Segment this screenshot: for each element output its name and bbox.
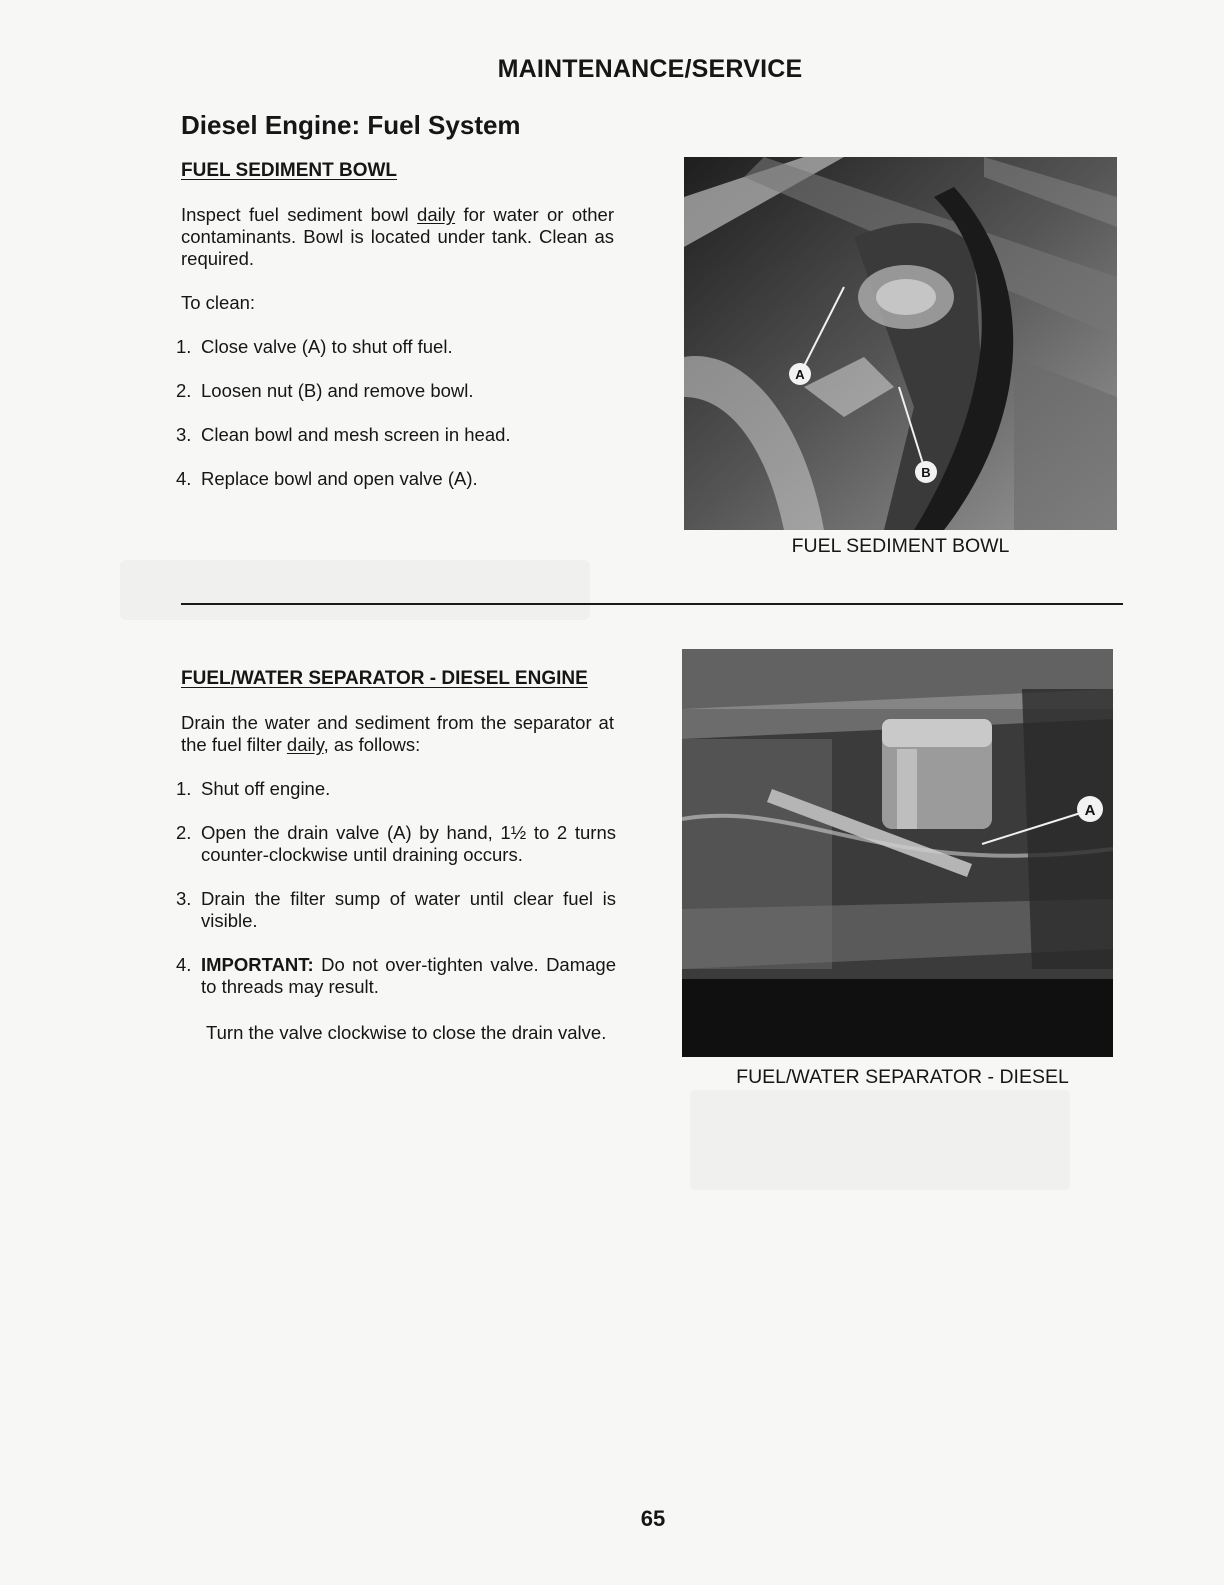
step-number: 4. [176,468,192,489]
step-text: Drain the filter sump of water until clear fuel is visible. [201,888,616,931]
step-item [176,954,616,998]
step-text: Clean bowl and mesh screen in head. [201,424,511,445]
step-number: 4. [176,954,192,975]
sediment-bowl-caption: FUEL SEDIMENT BOWL [791,535,1010,557]
sediment-bowl-intro [181,204,614,270]
step-number: 3. [176,888,192,909]
intro-text: Inspect fuel sediment bowl [181,204,418,225]
important-label: IMPORTANT: [201,954,314,975]
scan-artifact [120,560,590,620]
to-clean-label: To clean: [181,292,256,313]
engine-photo-illustration [684,157,1117,530]
daily-emphasis: daily [286,734,324,755]
step-number: 1. [176,778,192,799]
section-title: Diesel Engine: Fuel System [181,110,521,140]
step-text: Close valve (A) to shut off fuel. [201,336,453,357]
page-number: 65 [640,1506,666,1531]
callout-b: B [921,465,931,480]
daily-emphasis: daily [417,204,456,225]
water-separator-heading: FUEL/WATER SEPARATOR - DIESEL ENGINE [181,668,588,689]
water-separator-intro [181,712,614,756]
callout-a: A [1084,802,1096,819]
step-text: Do not over-tighten valve. Damage to threads may result. [201,954,616,997]
section-divider [181,603,1123,605]
sediment-bowl-steps [176,336,616,512]
callout-a: A [795,367,805,382]
closing-instruction: Turn the valve clockwise to close the drain valve. [206,1022,607,1043]
intro-text: , as follows: [323,734,421,755]
intro-text: Drain the water and sediment from the separator at the fuel filter [181,712,614,755]
water-separator-steps [176,778,616,998]
step-text: Shut off engine. [201,778,331,799]
page-header: MAINTENANCE/SERVICE [497,55,803,83]
scan-artifact [690,1090,1070,1190]
step-text: Open the drain valve (A) by hand, 1½ to 2 turns counter-clockwise until draining occurs. [201,822,616,865]
step-text: Loosen nut (B) and remove bowl. [201,380,474,401]
engine-photo-illustration [682,649,1113,1057]
step-item [176,336,616,380]
water-separator-photo [682,649,1113,1057]
step-item [176,778,616,800]
step-item [176,822,616,866]
intro-text: for water or other contaminants. Bowl is located under tank. Clean as required. [181,204,614,269]
step-item [176,888,616,932]
step-text: Replace bowl and open valve (A). [201,468,478,489]
step-item [176,468,616,512]
sediment-bowl-photo [684,157,1117,530]
step-number: 2. [176,380,192,401]
step-item [176,380,616,424]
water-separator-caption: FUEL/WATER SEPARATOR - DIESEL [736,1066,1069,1088]
sediment-bowl-heading: FUEL SEDIMENT BOWL [181,160,398,181]
step-item [176,424,616,468]
step-number: 2. [176,822,192,843]
step-number: 1. [176,336,192,357]
step-number: 3. [176,424,192,445]
